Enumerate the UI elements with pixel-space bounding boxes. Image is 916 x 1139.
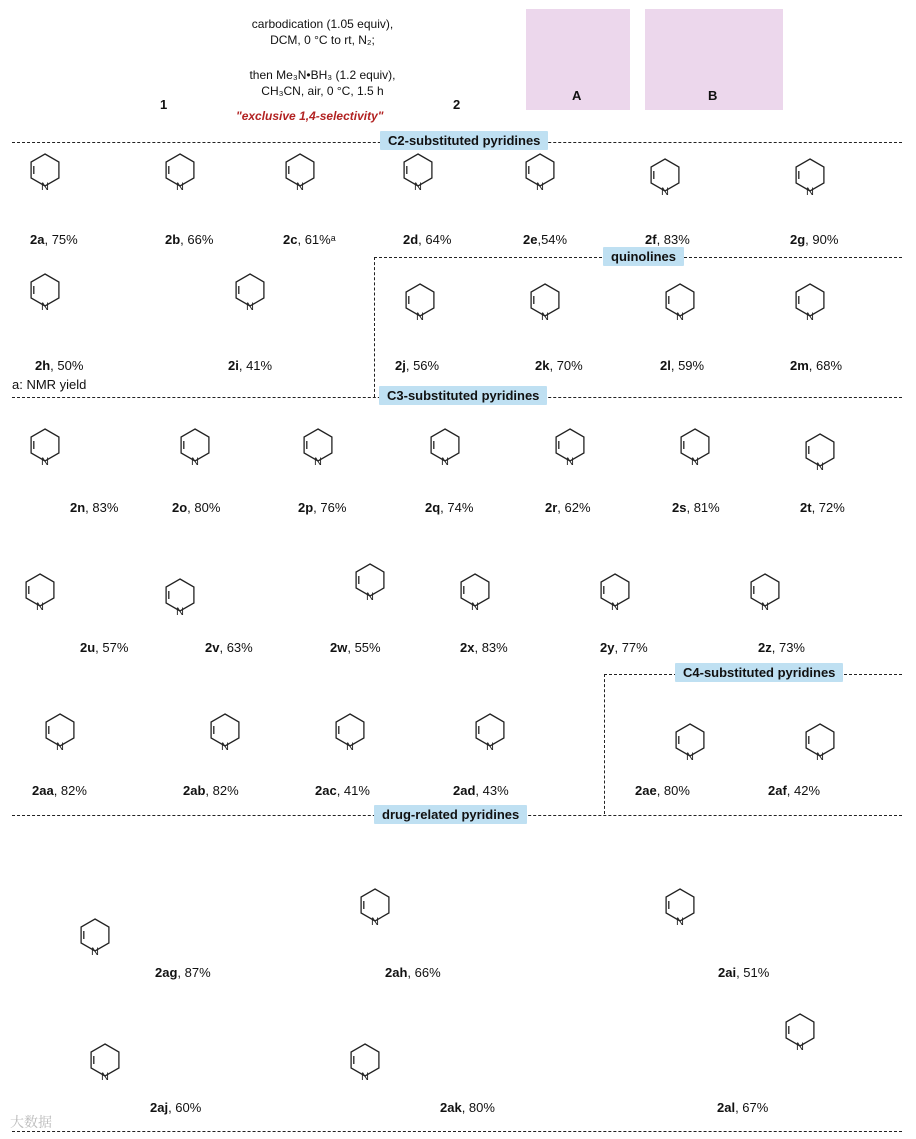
compound-label-2j (395, 358, 439, 373)
watermark: 大数据 (10, 1114, 52, 1130)
compound-label-2ah (385, 965, 441, 980)
structure-2s-n: N (691, 456, 699, 468)
compound-label-2y (600, 640, 648, 655)
section-quinolines: quinolines (603, 247, 684, 266)
compound-id: 2o (172, 500, 188, 515)
compound-id: 2h (35, 358, 51, 373)
compound-id: 2q (425, 500, 441, 515)
structure-2x-n: N (471, 601, 479, 613)
compound-id: 2w (330, 640, 348, 655)
structure-2m-n: N (806, 311, 814, 323)
structure-2ag-n: N (91, 946, 99, 958)
compound-yield: , 61%ᵃ (297, 232, 336, 247)
compound-yield: , 41% (336, 783, 370, 798)
conditions-line3: then Me₃N•BH₃ (1.2 equiv), (249, 68, 396, 82)
structure-2ad-n: N (486, 741, 494, 753)
compound-label-2s (672, 500, 720, 515)
structure-2k-n: N (541, 311, 549, 323)
compound-id: 2j (395, 358, 406, 373)
compound-label-2r (545, 500, 591, 515)
structure-2t-n: N (816, 461, 824, 473)
svg-text:iPr: iPr (656, 39, 670, 51)
compound-yield: , 56% (405, 358, 440, 373)
compound-id: 2ae (635, 783, 657, 798)
compound-yield: , 43% (475, 783, 509, 798)
compound-label-2ag (155, 965, 211, 980)
structure-2l-n: N (676, 311, 684, 323)
compound-yield: , 83% (656, 232, 690, 247)
compound-id: 2b (165, 232, 181, 247)
compound-yield: , 82% (205, 783, 239, 798)
compound-label-2aj (150, 1100, 201, 1115)
compound-id: 2f (645, 232, 657, 247)
compound-id: 2ah (385, 965, 408, 980)
compound-id: 2m (790, 358, 809, 373)
structure-2z-n: N (761, 601, 769, 613)
structure-2p-n: N (314, 456, 322, 468)
footnote: a: NMR yield (12, 377, 87, 392)
compound-id: 2u (80, 640, 96, 655)
svg-text:iPr: iPr (754, 39, 768, 51)
compound-yield: , 60% (168, 1100, 202, 1115)
compound-yield: , 62% (557, 500, 591, 515)
compound-yield: , 74% (440, 500, 474, 515)
compound-id: 2aj (150, 1100, 169, 1115)
section-drug: drug-related pyridines (374, 805, 527, 824)
n-atom: N (180, 71, 188, 83)
compound-yield: , 50% (50, 358, 84, 373)
compound-id: 2g (790, 232, 806, 247)
compound-label-2o (172, 500, 220, 515)
compound-label-2ad (453, 783, 509, 798)
structure-2ah-n: N (371, 916, 379, 928)
compound-yield: , 82% (53, 783, 87, 798)
structure-2ak-n: N (361, 1071, 369, 1083)
cation-a-label: A (572, 88, 582, 103)
structure-2w-n: N (366, 591, 374, 603)
compound-id: 2ad (453, 783, 476, 798)
compound-yield: , 90% (805, 232, 839, 247)
structure-2e-n: N (536, 181, 544, 193)
n-atom-product: N (474, 71, 482, 83)
compound-label-2ai (718, 965, 769, 980)
structure-2v-n: N (176, 606, 184, 618)
compound-id: 2x (460, 640, 475, 655)
structure-2ae-n: N (686, 751, 694, 763)
selectivity-note: "exclusive 1,4-selectivity" (236, 109, 384, 123)
compound-id: 2c (283, 232, 298, 247)
structure-2f-n: N (661, 186, 669, 198)
compound-yield: , 81% (686, 500, 720, 515)
compound-label-2k (535, 358, 583, 373)
compound-yield: , 64% (418, 232, 452, 247)
svg-text:Me: Me (540, 41, 556, 53)
compound-yield: ,54% (537, 232, 568, 247)
compound-yield: , 66% (407, 965, 441, 980)
structure-2y-n: N (611, 601, 619, 613)
compound-yield: , 55% (347, 640, 381, 655)
compound-yield: , 80% (187, 500, 221, 515)
compound-id: 2s (672, 500, 687, 515)
compound-label-2z (758, 640, 805, 655)
compound-label-2f (645, 232, 690, 247)
section-c2: C2-substituted pyridines (380, 131, 548, 150)
compound-yield: , 80% (461, 1100, 495, 1115)
compound-label-2t (800, 500, 845, 515)
compound-label-2v (205, 640, 253, 655)
product-label: 2 (453, 97, 461, 112)
compound-yield: , 51% (736, 965, 770, 980)
compound-label-2b (165, 232, 213, 247)
compound-id: 2d (403, 232, 419, 247)
structure-2r-n: N (566, 456, 574, 468)
compound-id: 2n (70, 500, 86, 515)
compound-id: 2y (600, 640, 615, 655)
conditions-line2: DCM, 0 °C to rt, N₂; (270, 33, 375, 47)
compound-label-2u (80, 640, 128, 655)
structure-2ai-n: N (676, 916, 684, 928)
compound-id: 2ai (718, 965, 737, 980)
pg-label: Pg (480, 87, 494, 99)
compound-yield: , 59% (670, 358, 705, 373)
compound-label-2q (425, 500, 473, 515)
structure-2b-n: N (176, 181, 184, 193)
structure-2ac-n: N (346, 741, 354, 753)
compound-yield: , 63% (219, 640, 253, 655)
compound-label-2al (717, 1100, 768, 1115)
conditions-line1: carbodication (1.05 equiv), (251, 17, 394, 31)
compound-label-2m (790, 358, 842, 373)
compound-yield: , 80% (656, 783, 690, 798)
structure-2i-n: N (246, 301, 254, 313)
compound-yield: , 57% (95, 640, 129, 655)
compound-id: 2v (205, 640, 220, 655)
compound-yield: , 76% (313, 500, 347, 515)
compound-id: 2ab (183, 783, 206, 798)
compound-yield: , 67% (735, 1100, 769, 1115)
svg-text:Me: Me (602, 41, 618, 53)
compound-label-2ac (315, 783, 370, 798)
compound-id: 2k (535, 358, 550, 373)
r1-label: R¹ (206, 43, 218, 55)
compound-yield: , 83% (85, 500, 119, 515)
compound-id: 2aa (32, 783, 54, 798)
compound-id: 2i (228, 358, 239, 373)
structure-2d-n: N (414, 181, 422, 193)
compound-label-2h (35, 358, 83, 373)
cation-b-label: B (708, 88, 718, 103)
compound-id: 2af (768, 783, 787, 798)
compound-label-2aa (32, 783, 87, 798)
structure-2j-n: N (416, 311, 424, 323)
structure-2u-n: N (36, 601, 44, 613)
compound-id: 2ag (155, 965, 178, 980)
compound-label-2g (790, 232, 838, 247)
structure-2h-n: N (41, 301, 49, 313)
compound-label-2n (70, 500, 118, 515)
compound-id: 2al (717, 1100, 736, 1115)
structure-2ab-n: N (221, 741, 229, 753)
conditions-line4: CH₃CN, air, 0 °C, 1.5 h (261, 84, 384, 98)
compound-label-2l (660, 358, 704, 373)
compound-yield: , 87% (177, 965, 211, 980)
compound-id: 2l (660, 358, 671, 373)
compound-id: 2ac (315, 783, 337, 798)
structure-2aa-n: N (56, 741, 64, 753)
compound-id: 2ak (440, 1100, 462, 1115)
compound-label-2ab (183, 783, 239, 798)
compound-yield: , 72% (811, 500, 845, 515)
compound-id: 2z (758, 640, 772, 655)
structure-2c-n: N (296, 181, 304, 193)
compound-label-2w (330, 640, 381, 655)
compound-label-2a (30, 232, 78, 247)
compound-label-2c (283, 232, 336, 247)
r1-label-product: R¹ (500, 41, 512, 53)
svg-text:⊕: ⊕ (560, 33, 570, 45)
compound-yield: , 83% (474, 640, 508, 655)
structure-2aj-n: N (101, 1071, 109, 1083)
structure-2o-n: N (191, 456, 199, 468)
compound-label-2ae (635, 783, 690, 798)
compound-id: 2t (800, 500, 812, 515)
structure-2q-n: N (441, 456, 449, 468)
section-c4: C4-substituted pyridines (675, 663, 843, 682)
compound-label-2e (523, 232, 567, 247)
compound-id: 2a (30, 232, 45, 247)
compound-label-2p (298, 500, 346, 515)
compound-yield: , 41% (238, 358, 273, 373)
compound-id: 2e (523, 232, 538, 247)
compound-id: 2p (298, 500, 314, 515)
compound-yield: , 70% (549, 358, 583, 373)
structure-2g-n: N (806, 186, 814, 198)
structure-2af-n: N (816, 751, 824, 763)
structure-2n-n: N (41, 456, 49, 468)
compound-yield: , 73% (771, 640, 805, 655)
compound-label-2af (768, 783, 820, 798)
compound-label-2d (403, 232, 451, 247)
structure-2al-n: N (796, 1041, 804, 1053)
compound-yield: , 77% (614, 640, 648, 655)
compound-label-2ak (440, 1100, 495, 1115)
structure-2a-n: N (41, 181, 49, 193)
compound-yield: , 75% (44, 232, 78, 247)
reactant-label: 1 (160, 97, 168, 112)
compound-yield: , 42% (786, 783, 821, 798)
svg-text:⊕: ⊕ (690, 31, 700, 43)
compound-id: 2r (545, 500, 558, 515)
compound-yield: , 68% (808, 358, 843, 373)
compound-label-2x (460, 640, 508, 655)
compound-label-2i (228, 358, 272, 373)
compound-yield: , 66% (180, 232, 214, 247)
section-c3: C3-substituted pyridines (379, 386, 547, 405)
